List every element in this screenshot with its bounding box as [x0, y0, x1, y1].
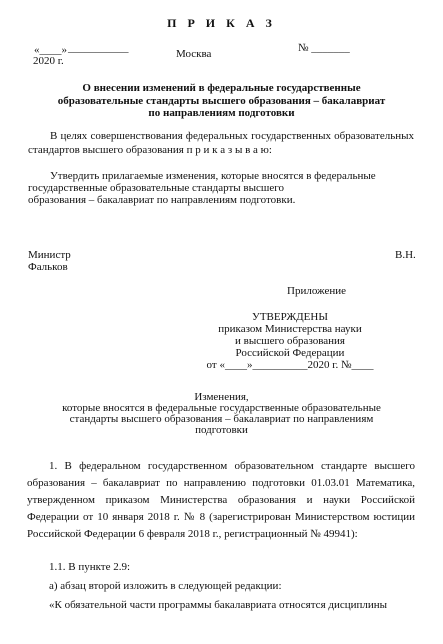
- changes-heading: [20, 392, 423, 436]
- subject-line-2: образовательные стандарты высшего образования – бакалавриат: [57, 94, 386, 107]
- changes-title-1: Изменения,: [194, 391, 249, 403]
- changes-title-3: стандарты высшего образования – бакалавриат по направлениям: [69, 413, 374, 425]
- appendix-label: Приложение: [287, 285, 347, 297]
- decision-line-3: образования – бакалавриат по направлениям подготовки.: [28, 194, 296, 206]
- signature-position: Министр: [28, 249, 71, 261]
- preamble-paragraph: В целях совершенствования федеральных государственных образовательных стандартов высшего образования п р и к а з ы в а ю:: [28, 130, 414, 156]
- approved-heading: УТВЕРЖДЕНЫ: [252, 311, 328, 323]
- document-title: П Р И К А З: [167, 16, 276, 30]
- date-year: 2020 г.: [33, 55, 64, 67]
- change-item-1-1: 1.1. В пункте 2.9:: [49, 561, 131, 573]
- subject-heading: [20, 82, 423, 120]
- approval-line-3: Российской Федерации: [235, 347, 345, 359]
- change-item-1: 1. В федеральном государственном образовательном стандарте высшего образования – бакалавриат по направлению подготовки 01.03.01 Математика, утвержденном приказом Министерства образования и науки Российской Федерации от 10 января 2018 г. № 8 (зарегистрирован Министерством юстиции Российской Федерации 6 февраля 2018 г., регистрационный № 49941):: [27, 460, 415, 540]
- approval-line-4: от «____»__________2020 г. №____: [206, 359, 374, 371]
- date-day: «____»: [34, 44, 67, 56]
- decision-paragraph: [28, 170, 418, 206]
- decision-line-1: Утвердить прилагаемые изменения, которые вносятся в федеральные: [50, 170, 376, 182]
- decision-line-2: государственные образовательные стандарты высшего: [28, 182, 284, 194]
- order-number: № _______: [298, 42, 350, 54]
- changes-title-4: подготовки: [195, 424, 248, 436]
- approval-line-1: приказом Министерства науки: [218, 323, 362, 335]
- signature-initials: В.Н.: [395, 249, 416, 261]
- approval-block: [200, 311, 380, 371]
- date-blank: ___________: [68, 42, 129, 54]
- signature-surname: Фальков: [28, 261, 68, 273]
- changes-title-2: которые вносятся в федеральные государственные образовательные: [62, 402, 381, 414]
- subject-line-1: О внесении изменений в федеральные государственные: [82, 82, 361, 94]
- change-item-a: а) абзац второй изложить в следующей редакции:: [49, 580, 282, 592]
- subject-line-3: по направлениям подготовки: [148, 107, 295, 120]
- change-quote: «К обязательной части программы бакалавриата относятся дисциплины: [49, 599, 388, 611]
- city: Москва: [176, 48, 212, 60]
- approval-line-2: и высшего образования: [235, 335, 345, 347]
- page-bottom-fade: [0, 630, 443, 644]
